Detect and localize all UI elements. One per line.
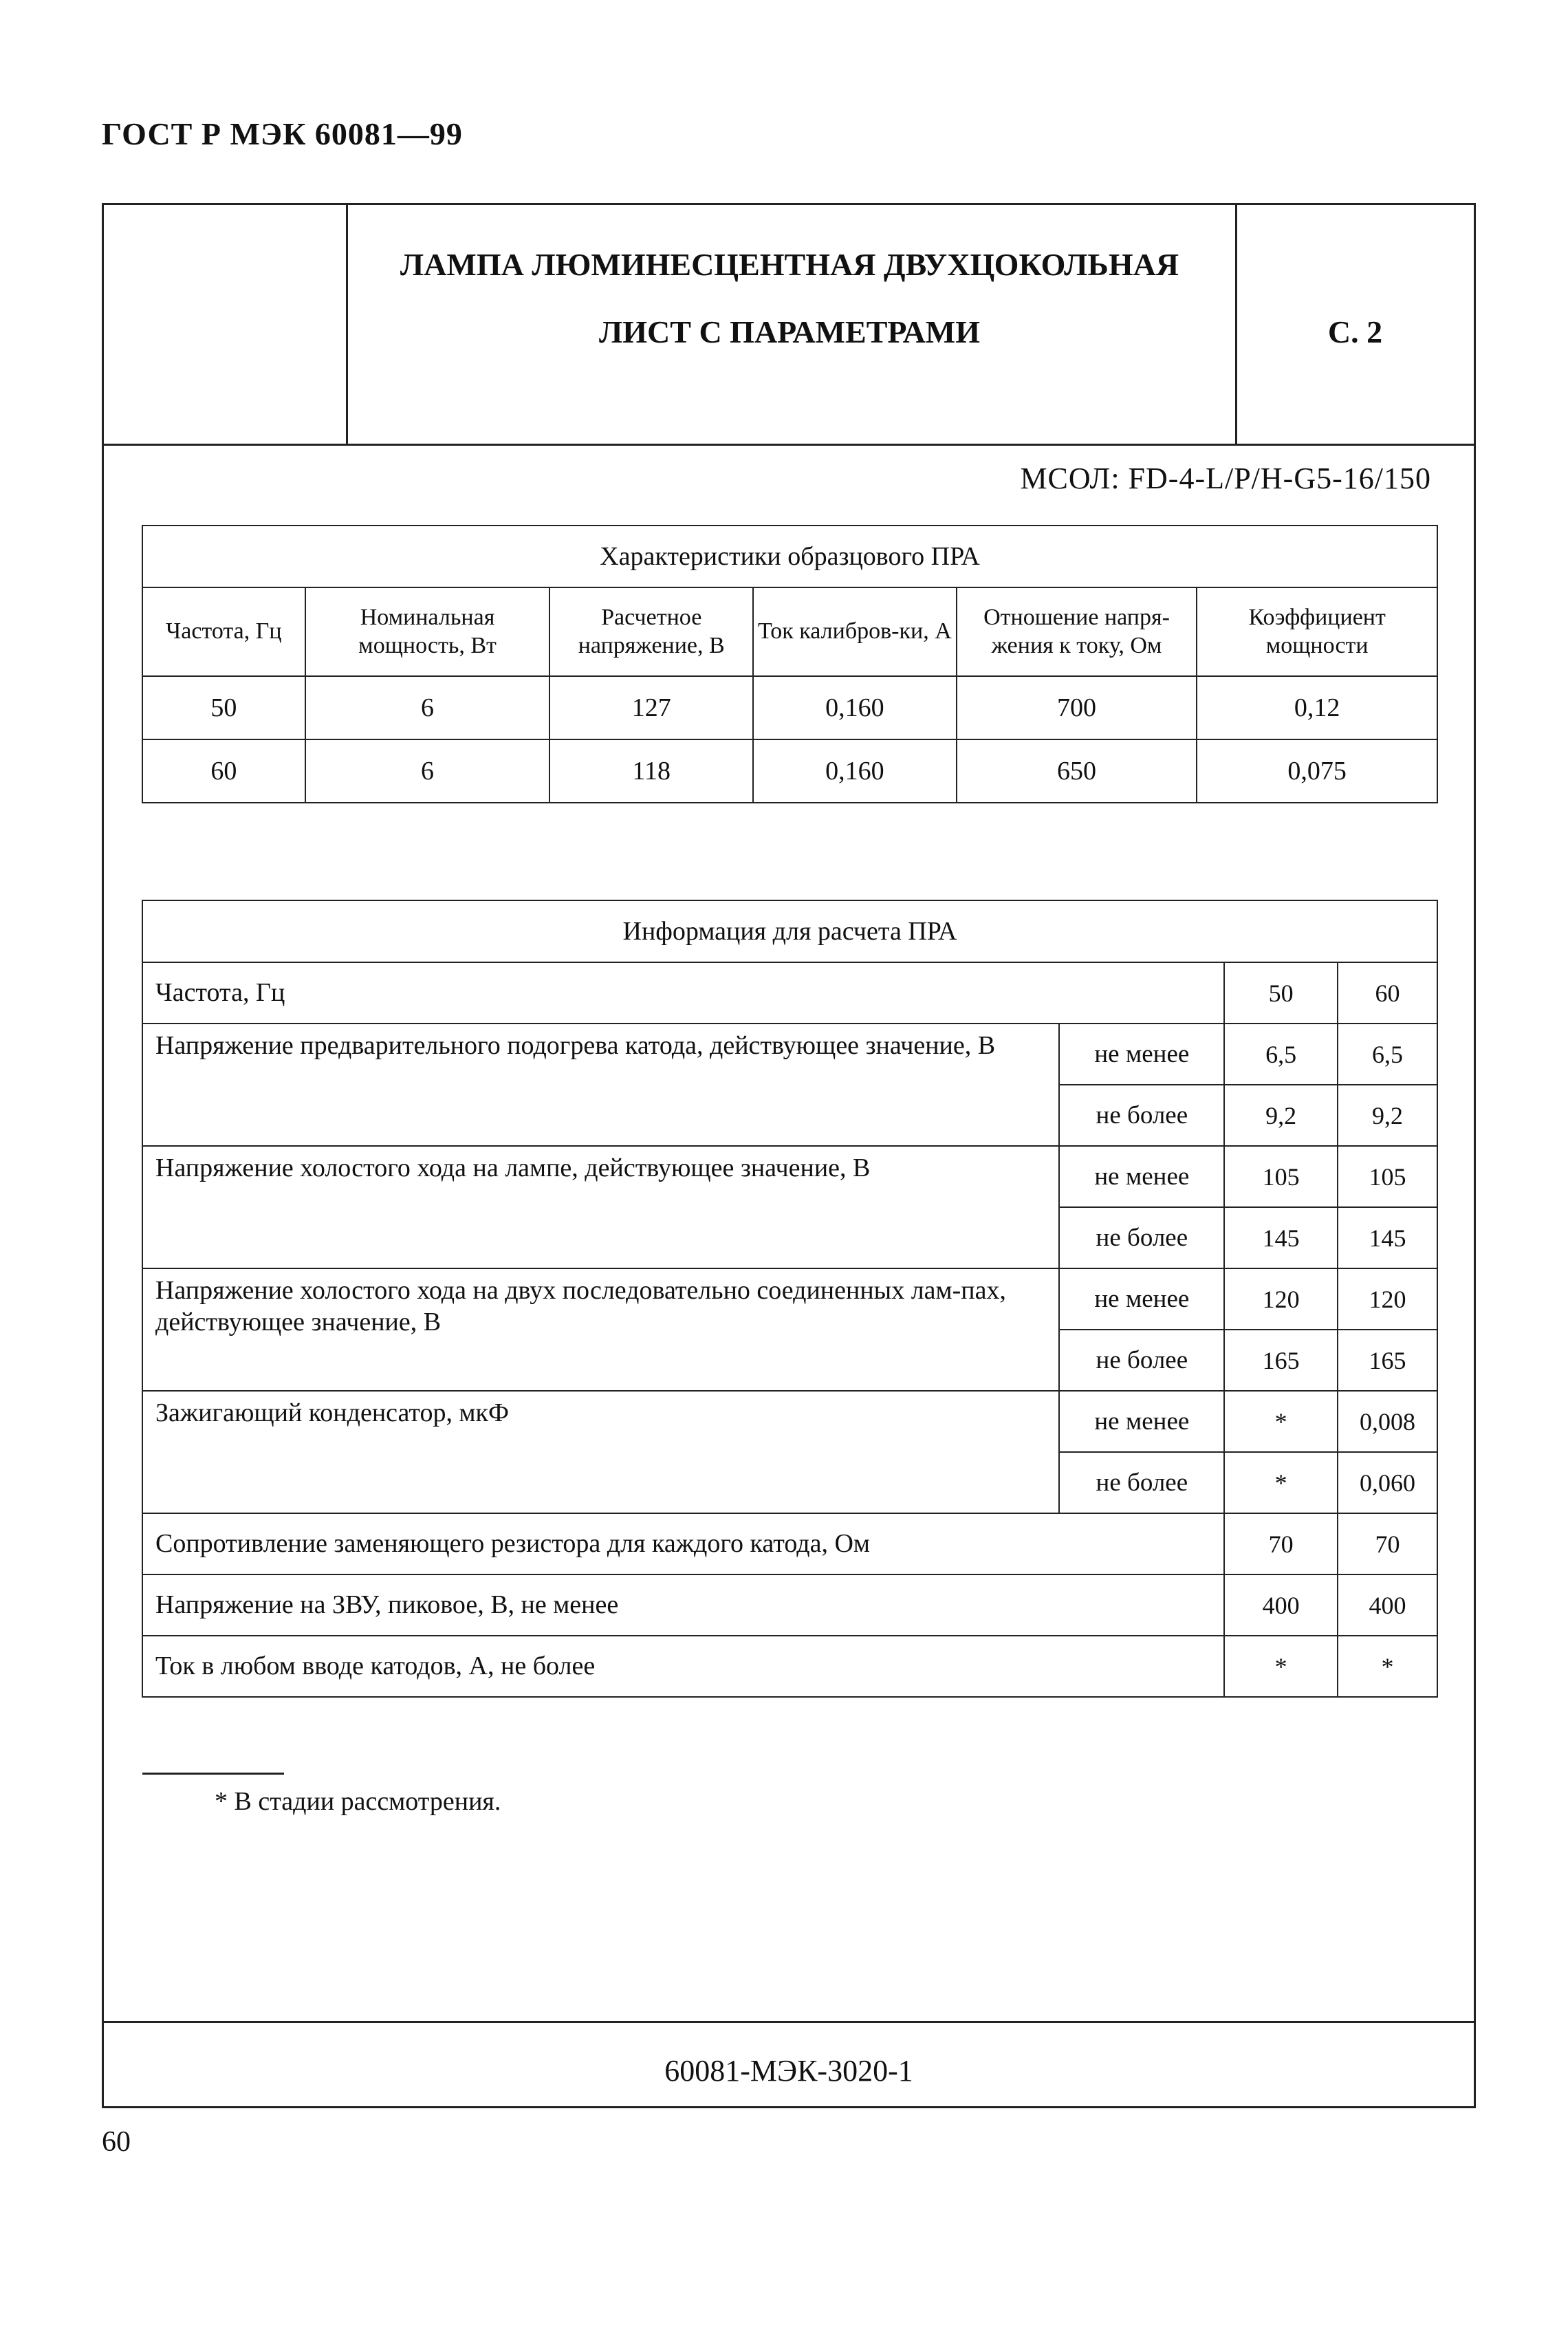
column-header: Отношение напря-жения к току, Ом — [957, 587, 1197, 676]
table-cell: 105 — [1338, 1146, 1437, 1207]
sheet-code: 60081-МЭК-3020-1 — [664, 2054, 913, 2088]
sheet-number: С. 2 — [1327, 314, 1383, 349]
column-header: Расчетное напряжение, В — [549, 587, 753, 676]
table-cell: 60 — [1338, 962, 1437, 1024]
table-cell: 0,075 — [1197, 739, 1437, 803]
table-row — [142, 739, 1437, 803]
table-cell: 145 — [1224, 1207, 1338, 1268]
footer-divider — [104, 2021, 1474, 2023]
table-cell: * — [1224, 1636, 1338, 1697]
table-row — [142, 1146, 1437, 1207]
table-cell: * — [1224, 1452, 1338, 1513]
table-cell: 70 — [1224, 1513, 1338, 1574]
table-cell: 145 — [1338, 1207, 1437, 1268]
table-cell: 0,160 — [753, 676, 957, 739]
table-row — [142, 1268, 1437, 1330]
table-row — [142, 962, 1437, 1024]
ballast-design-table — [142, 900, 1438, 1698]
table-cell: 6 — [305, 739, 550, 803]
table-cell: 120 — [1224, 1268, 1338, 1330]
parameter-label: Напряжение холостого хода на лампе, действующее значение, В — [142, 1146, 1059, 1268]
reference-ballast-table — [142, 525, 1438, 803]
limit-label: не менее — [1059, 1146, 1224, 1207]
column-header: Номинальная мощность, Вт — [305, 587, 550, 676]
table-cell: 6,5 — [1338, 1024, 1437, 1085]
table-row — [142, 1636, 1437, 1697]
header-divider — [104, 444, 1474, 446]
table-row — [142, 1574, 1437, 1636]
table-cell: 118 — [549, 739, 753, 803]
table-cell: 9,2 — [1224, 1085, 1338, 1146]
table-cell: 6,5 — [1224, 1024, 1338, 1085]
table-cell: 50 — [142, 676, 305, 739]
limit-label: не более — [1059, 1207, 1224, 1268]
table-row — [142, 676, 1437, 739]
table-cell: 50 — [1224, 962, 1338, 1024]
parameter-label: Ток в любом вводе катодов, А, не более — [142, 1636, 1224, 1697]
table-cell: 70 — [1338, 1513, 1437, 1574]
frequency-label: Частота, Гц — [142, 962, 1224, 1024]
table-cell: 650 — [957, 739, 1197, 803]
document-code: ГОСТ Р МЭК 60081—99 — [102, 116, 463, 151]
table-cell: 120 — [1338, 1268, 1437, 1330]
table-cell: 400 — [1338, 1574, 1437, 1636]
table-cell: 0,060 — [1338, 1452, 1437, 1513]
table-cell: 165 — [1224, 1330, 1338, 1391]
limit-label: не более — [1059, 1452, 1224, 1513]
table-row — [142, 1024, 1437, 1085]
table-cell: * — [1338, 1636, 1437, 1697]
table-cell: 0,008 — [1338, 1391, 1437, 1452]
table-cell: * — [1224, 1391, 1338, 1452]
table-cell: 400 — [1224, 1574, 1338, 1636]
column-header: Ток калибров-ки, А — [753, 587, 957, 676]
footnote-rule — [142, 1773, 284, 1775]
parameter-label: Напряжение предварительного подогрева катода, действующее значение, В — [142, 1024, 1059, 1146]
table-cell: 6 — [305, 676, 550, 739]
lamp-designation: МСОЛ: FD-4-L/P/H-G5-16/150 — [1020, 462, 1431, 495]
parameter-label: Сопротивление заменяющего резистора для каждого катода, Ом — [142, 1513, 1224, 1574]
table-cell: 700 — [957, 676, 1197, 739]
parameter-label: Напряжение на ЗВУ, пиковое, В, не менее — [142, 1574, 1224, 1636]
table-cell: 0,160 — [753, 739, 957, 803]
parameter-label: Напряжение холостого хода на двух последовательно соединенных лам-пах, действующее значение, В — [142, 1268, 1059, 1391]
table-cell: 9,2 — [1338, 1085, 1437, 1146]
parameter-label: Зажигающий конденсатор, мкФ — [142, 1391, 1059, 1513]
table-cell: 60 — [142, 739, 305, 803]
column-header: Частота, Гц — [142, 587, 305, 676]
sheet-frame — [102, 203, 1476, 2108]
limit-label: не менее — [1059, 1024, 1224, 1085]
column-header: Коэффициент мощности — [1197, 587, 1437, 676]
limit-label: не менее — [1059, 1391, 1224, 1452]
table-cell: 0,12 — [1197, 676, 1437, 739]
sheet-subtitle: ЛИСТ С ПАРАМЕТРАМИ — [598, 314, 981, 349]
table-caption: Характеристики образцового ПРА — [142, 526, 1437, 587]
footnote: * В стадии рассмотрения. — [215, 1787, 501, 1816]
table-caption: Информация для расчета ПРА — [142, 900, 1437, 962]
page-number: 60 — [102, 2126, 131, 2158]
table-cell: 165 — [1338, 1330, 1437, 1391]
table-row — [142, 1391, 1437, 1452]
sheet-title: ЛАМПА ЛЮМИНЕСЦЕНТНАЯ ДВУХЦОКОЛЬНАЯ — [400, 247, 1179, 282]
table-cell: 127 — [549, 676, 753, 739]
table-row — [142, 1513, 1437, 1574]
table-cell: 105 — [1224, 1146, 1338, 1207]
limit-label: не менее — [1059, 1268, 1224, 1330]
limit-label: не более — [1059, 1085, 1224, 1146]
limit-label: не более — [1059, 1330, 1224, 1391]
